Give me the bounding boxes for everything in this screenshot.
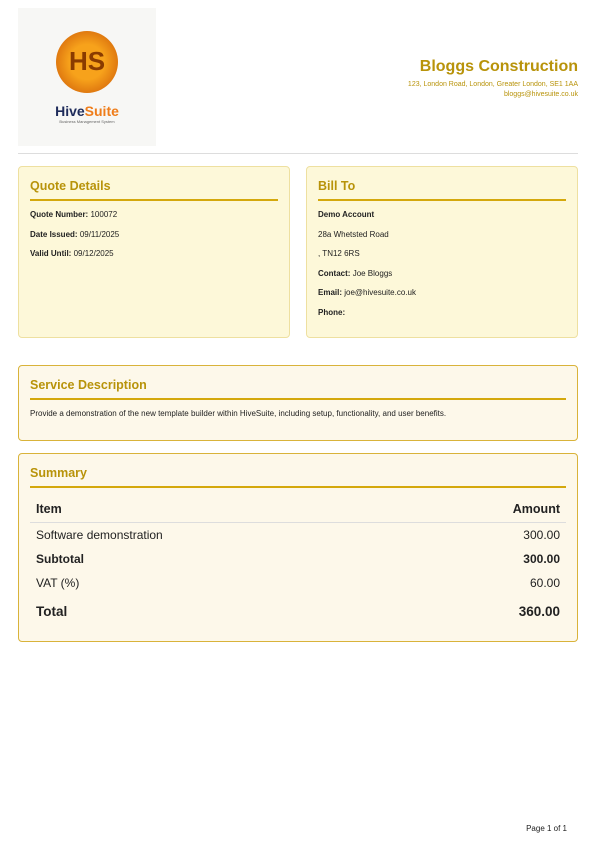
summary-table (30, 494, 566, 624)
company-logo (18, 8, 156, 146)
valid-until (30, 249, 278, 258)
company-address: 123, London Road, London, Greater London, SE1 1AA (407, 81, 578, 88)
bill-phone (318, 308, 566, 317)
amount: 60.00 (529, 576, 560, 590)
bill-email (318, 288, 566, 297)
bill-address-1: 28a Whetsted Road (318, 229, 389, 239)
col-item: Item (30, 494, 406, 523)
label: Contact: (318, 268, 351, 278)
brand-part: Suite (84, 102, 119, 119)
item: Total (36, 604, 68, 619)
page-number: Page 1 of 1 (526, 824, 567, 833)
subtotal-row (30, 547, 566, 571)
value: Demo Account (318, 210, 375, 219)
value: 09/11/2025 (79, 229, 120, 239)
service-text: Provide a demonstration of the new template builder within HiveSuite, including setup, functionality, and user benefits. (30, 409, 447, 418)
quote-number (30, 210, 278, 219)
label: Phone: (318, 307, 346, 317)
value: Joe Bloggs (352, 268, 393, 278)
label: Email: (318, 288, 343, 297)
amount: 360.00 (518, 604, 560, 619)
card-title: Quote Details (30, 179, 278, 201)
summary-card (18, 453, 578, 642)
col-amount: Amount (406, 494, 566, 523)
company-info (408, 58, 578, 100)
brand-part: Hive (55, 102, 85, 119)
item: Software demonstration (36, 528, 163, 542)
header-divider (18, 153, 578, 154)
amount: 300.00 (523, 528, 560, 542)
bill-address-2: , TN12 6RS (318, 249, 360, 258)
value: 09/12/2025 (73, 249, 114, 258)
table-header (30, 494, 566, 523)
value: 100072 (90, 210, 118, 219)
bill-name (318, 210, 566, 219)
amount: 300.00 (523, 552, 560, 566)
service-description-card (18, 365, 578, 441)
logo-brand (55, 103, 119, 119)
logo-mark: HS (56, 31, 118, 93)
card-title: Bill To (318, 179, 566, 201)
table-row (30, 523, 566, 548)
label: Date Issued: (30, 229, 78, 239)
vat-row (30, 571, 566, 595)
value: joe@hivesuite.co.uk (344, 288, 416, 297)
card-title: Service Description (30, 378, 566, 400)
label: Valid Until: (30, 249, 72, 258)
company-email: bloggs@hivesuite.co.uk (503, 91, 578, 98)
card-title: Summary (30, 466, 566, 488)
bill-contact (318, 269, 566, 278)
quote-details-card (18, 166, 290, 338)
company-name: Bloggs Construction (419, 58, 578, 75)
item: VAT (%) (36, 576, 80, 590)
total-row (30, 595, 566, 624)
date-issued (30, 230, 278, 239)
item: Subtotal (36, 552, 84, 566)
logo-tagline: Business Management System (59, 118, 115, 124)
label: Quote Number: (30, 210, 89, 219)
bill-to-card (306, 166, 578, 338)
